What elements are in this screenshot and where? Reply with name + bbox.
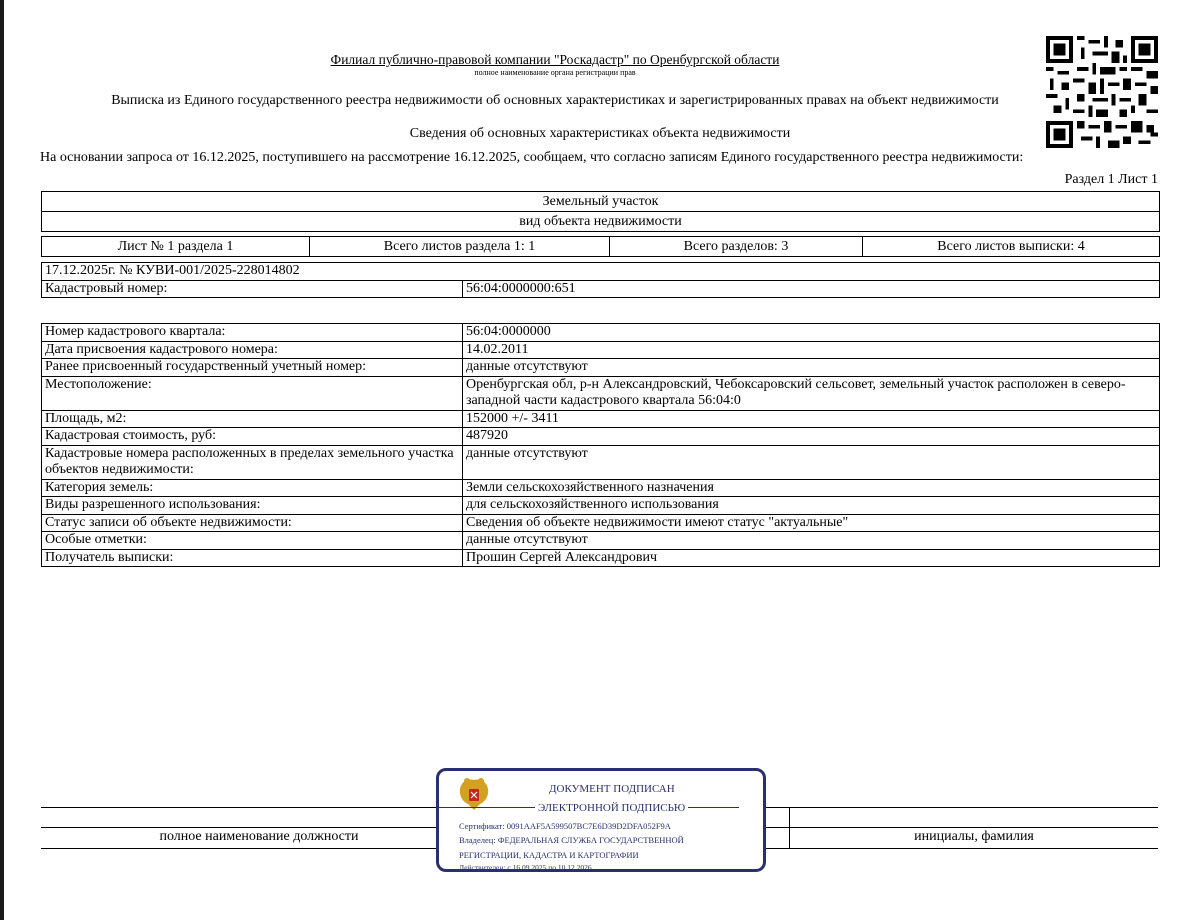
sheet-number: Лист № 1 раздела 1: [117, 239, 234, 254]
table-row: [42, 514, 1160, 532]
table-row: [42, 341, 1160, 359]
e-signature-stamp: [436, 768, 766, 872]
property-value: данные отсутствуют: [463, 532, 1160, 550]
table-row: [42, 376, 1160, 410]
request-text: На основании запроса от 16.12.2025, поступившего на рассмотрение 16.12.2025, сообщаем, что согласно записям Единого государственного реестра недвижимости:: [40, 150, 1024, 165]
stamp-line-2: ЭЛЕКТРОННОЙ ПОДПИСЬЮ: [535, 802, 688, 814]
stamp-owner-2: РЕГИСТРАЦИИ, КАДАСТРА И КАРТОГРАФИИ: [459, 850, 639, 860]
cadastral-number-label: Кадастровый номер:: [42, 280, 463, 298]
table-row: [42, 532, 1160, 550]
extract-info-table: [41, 262, 1160, 298]
total-sections: Всего разделов: 3: [609, 237, 862, 256]
extract-date-number: 17.12.2025г. № КУВИ-001/2025-228014802: [42, 263, 1160, 281]
property-value: 56:04:0000000: [463, 324, 1160, 342]
section-title: Сведения об основных характеристиках объекта недвижимости: [409, 126, 791, 141]
property-value: 487920: [463, 428, 1160, 446]
property-label: Категория земель:: [42, 479, 463, 497]
property-label: Площадь, м2:: [42, 410, 463, 428]
table-row: [42, 497, 1160, 515]
properties-table: [41, 323, 1160, 567]
property-label: Особые отметки:: [42, 532, 463, 550]
object-type-box: [41, 191, 1160, 232]
property-label: Номер кадастрового квартала:: [42, 324, 463, 342]
property-value: для сельскохозяйственного использования: [463, 497, 1160, 515]
stamp-validity: Действителен: с 16.09.2025 по 10.12.2026: [459, 863, 592, 872]
property-value: данные отсутствуют: [463, 445, 1160, 479]
total-sheets: Всего листов выписки: 4: [862, 237, 1159, 256]
sheet-info-row: [41, 236, 1160, 257]
property-label: Местоположение:: [42, 376, 463, 410]
qr-code-icon: [1046, 36, 1158, 148]
object-type: Земельный участок: [542, 194, 659, 209]
viewer-left-edge: [0, 0, 4, 920]
property-label: Ранее присвоенный государственный учетный номер:: [42, 359, 463, 377]
object-type-caption: вид объекта недвижимости: [42, 211, 1159, 231]
name-caption: инициалы, фамилия: [914, 829, 1034, 844]
property-value: Прошин Сергей Александрович: [463, 549, 1160, 567]
table-row: [42, 428, 1160, 446]
property-label: Дата присвоения кадастрового номера:: [42, 341, 463, 359]
property-label: Кадастровые номера расположенных в пределах земельного участка объектов недвижимости:: [42, 445, 463, 479]
property-value: 14.02.2011: [463, 341, 1160, 359]
property-label: Получатель выписки:: [42, 549, 463, 567]
property-value: Оренбургская обл, р-н Александровский, Чебоксаровский сельсовет, земельный участок расположен в северо-западной части кадастрового квартала 56:04:0: [463, 376, 1160, 410]
property-value: Сведения об объекте недвижимости имеют статус "актуальные": [463, 514, 1160, 532]
table-row: [42, 445, 1160, 479]
table-row: [42, 410, 1160, 428]
property-value: Земли сельскохозяйственного назначения: [463, 479, 1160, 497]
cadastral-number-value: 56:04:0000000:651: [463, 280, 1160, 298]
position-caption: полное наименование должности: [159, 829, 359, 844]
page-reference: Раздел 1 Лист 1: [1064, 172, 1158, 187]
coat-of-arms-icon: [457, 776, 491, 814]
document-title: Выписка из Единого государственного реестра недвижимости об основных характеристиках и зарегистрированных правах на объект недвижимости: [111, 93, 999, 108]
stamp-line-1: ДОКУМЕНТ ПОДПИСАН: [549, 783, 675, 795]
org-caption: полное наименование органа регистрации прав: [474, 68, 636, 77]
table-row: [42, 359, 1160, 377]
table-row: [42, 324, 1160, 342]
table-row: [42, 549, 1160, 567]
property-label: Статус записи об объекте недвижимости:: [42, 514, 463, 532]
org-name: Филиал публично-правовой компании "Роскадастр" по Оренбургской области: [330, 52, 780, 67]
property-value: 152000 +/- 3411: [463, 410, 1160, 428]
stamp-certificate: Сертификат: 0091AAF5A599507BC7E6D39D2DFA052F9A: [459, 821, 671, 831]
sheets-in-section: Всего листов раздела 1: 1: [309, 237, 609, 256]
property-label: Кадастровая стоимость, руб:: [42, 428, 463, 446]
stamp-owner: Владелец: ФЕДЕРАЛЬНАЯ СЛУЖБА ГОСУДАРСТВЕННОЙ: [459, 835, 684, 845]
property-value: данные отсутствуют: [463, 359, 1160, 377]
table-row: [42, 479, 1160, 497]
property-label: Виды разрешенного использования:: [42, 497, 463, 515]
